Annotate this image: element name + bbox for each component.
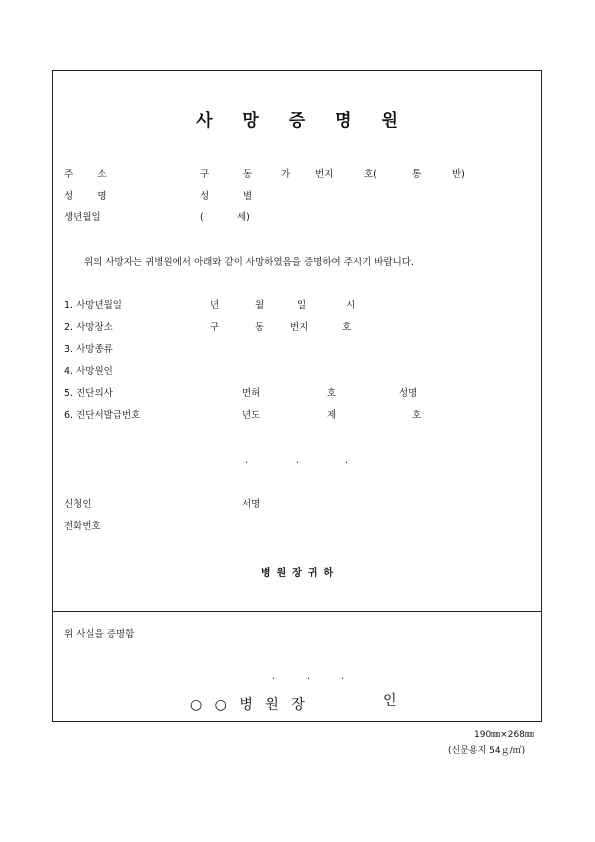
request-sentence: 위의 사망자는 귀병원에서 아래와 같이 사망하였음을 증명하여 주시기 바랍니다. bbox=[84, 257, 415, 268]
name-label: 성 명 bbox=[64, 191, 107, 202]
phone-label: 전화번호 bbox=[64, 521, 101, 532]
paper-size: 190㎜×268㎜ bbox=[474, 730, 534, 740]
gender-label-1: 성 bbox=[200, 191, 210, 202]
address-ho: 호( bbox=[364, 169, 377, 180]
cert-no-ho: 호 bbox=[412, 410, 422, 421]
cert-no-year: 년도 bbox=[242, 410, 261, 421]
address-beonji: 번지 bbox=[315, 169, 334, 180]
addressee: 병원장귀하 bbox=[260, 568, 340, 579]
cert-date-dot-1: · bbox=[272, 674, 276, 685]
death-place-beonji: 번지 bbox=[290, 322, 309, 333]
dob-label: 생년월일 bbox=[64, 212, 101, 223]
item-death-cause-label: 4. 사망원인 bbox=[64, 366, 113, 377]
address-tong: 통 bbox=[412, 169, 422, 180]
form-divider bbox=[52, 611, 542, 612]
item-death-place-label: 2. 사망장소 bbox=[64, 322, 113, 333]
certification-text: 위 사실을 증명함 bbox=[64, 629, 135, 640]
date-dot-3: · bbox=[345, 458, 349, 469]
address-dong: 동 bbox=[243, 169, 253, 180]
item-cert-no-label: 6. 진단서발급번호 bbox=[64, 410, 141, 421]
form-title: 사 망 증 명 원 bbox=[196, 111, 410, 131]
item-doctor-label: 5. 진단의사 bbox=[64, 388, 113, 399]
hospital-director: ○ ○ 병 원 장 bbox=[190, 697, 309, 713]
cert-date-dot-2: · bbox=[307, 674, 311, 685]
cert-date-dot-3: · bbox=[341, 674, 345, 685]
date-dot-2: · bbox=[296, 458, 300, 469]
age-open: ( bbox=[200, 212, 204, 223]
date-dot-1: · bbox=[245, 458, 249, 469]
doctor-ho: 호 bbox=[327, 388, 337, 399]
death-date-day: 일 bbox=[297, 300, 307, 311]
item-death-type-label: 3. 사망종류 bbox=[64, 344, 113, 355]
applicant-label: 신청인 bbox=[64, 499, 92, 510]
death-date-month: 월 bbox=[255, 300, 265, 311]
applicant-signature-label: 서명 bbox=[242, 499, 261, 510]
paper-type: (신문용지 54ｇ/㎡) bbox=[448, 746, 526, 756]
address-gu: 구 bbox=[200, 169, 210, 180]
seal-mark: 인 bbox=[383, 693, 397, 709]
cert-no-je: 제 bbox=[327, 410, 337, 421]
doctor-name: 성명 bbox=[399, 388, 418, 399]
death-place-ho: 호 bbox=[342, 322, 352, 333]
death-place-gu: 구 bbox=[210, 322, 220, 333]
item-death-date-label: 1. 사망년월일 bbox=[64, 300, 122, 311]
death-date-year: 년 bbox=[210, 300, 220, 311]
death-date-hour: 시 bbox=[346, 300, 356, 311]
address-ban: 반) bbox=[452, 169, 465, 180]
address-ga: 가 bbox=[281, 169, 291, 180]
age-close: 세) bbox=[237, 212, 250, 223]
gender-label-2: 별 bbox=[243, 191, 253, 202]
form-frame bbox=[52, 70, 542, 722]
address-label: 주 소 bbox=[64, 169, 107, 180]
doctor-license: 면허 bbox=[242, 388, 261, 399]
death-place-dong: 동 bbox=[255, 322, 265, 333]
